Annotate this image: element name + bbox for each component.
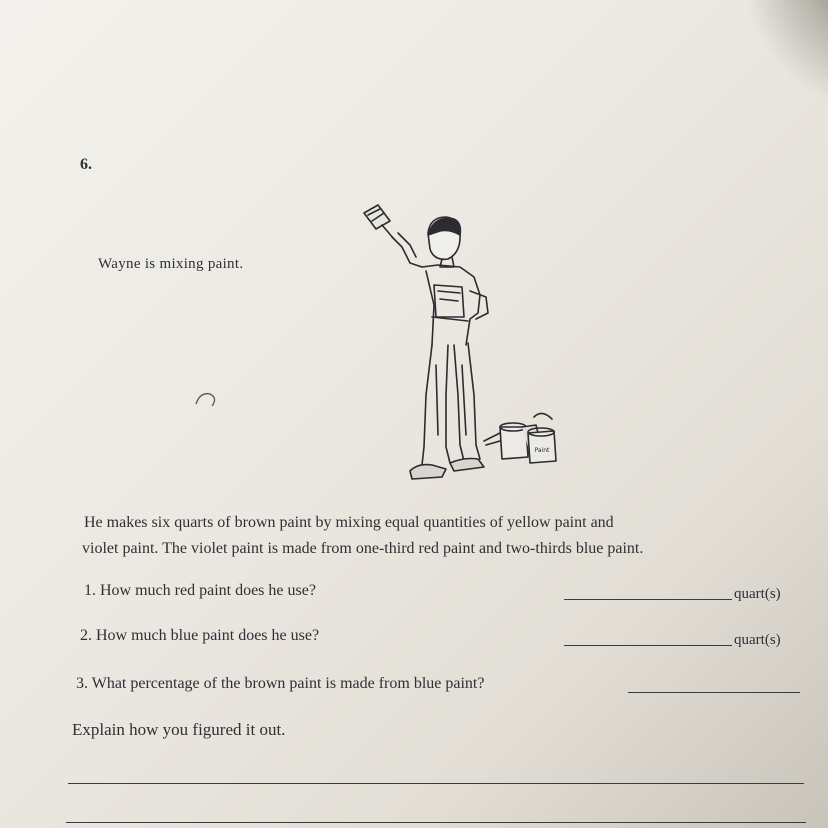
answer-line-2[interactable] bbox=[564, 645, 732, 646]
answer-unit-2: quart(s) bbox=[734, 632, 781, 648]
page-shadow bbox=[748, 0, 828, 100]
explain-prompt: Explain how you figured it out. bbox=[72, 720, 286, 739]
painter-illustration bbox=[350, 195, 570, 490]
answer-unit-1: quart(s) bbox=[734, 586, 781, 602]
paint-can-label: Paint bbox=[534, 447, 550, 454]
problem-paragraph-line1: He makes six quarts of brown paint by mixing equal quantities of yellow paint and bbox=[84, 514, 614, 531]
answer-line-1[interactable] bbox=[564, 599, 732, 600]
pencil-mark bbox=[192, 388, 220, 410]
question-2: 2. How much blue paint does he use? bbox=[80, 627, 320, 644]
explanation-line-1[interactable] bbox=[68, 783, 804, 784]
explanation-line-2[interactable] bbox=[66, 822, 806, 823]
problem-intro: Wayne is mixing paint. bbox=[98, 256, 244, 272]
problem-paragraph-line2: violet paint. The violet paint is made from one-third red paint and two-thirds blue paint. bbox=[82, 540, 644, 557]
question-1: 1. How much red paint does he use? bbox=[84, 582, 316, 599]
answer-line-3[interactable] bbox=[628, 692, 800, 693]
problem-number: 6. bbox=[80, 156, 92, 173]
question-3: 3. What percentage of the brown paint is made from blue paint? bbox=[76, 675, 485, 692]
